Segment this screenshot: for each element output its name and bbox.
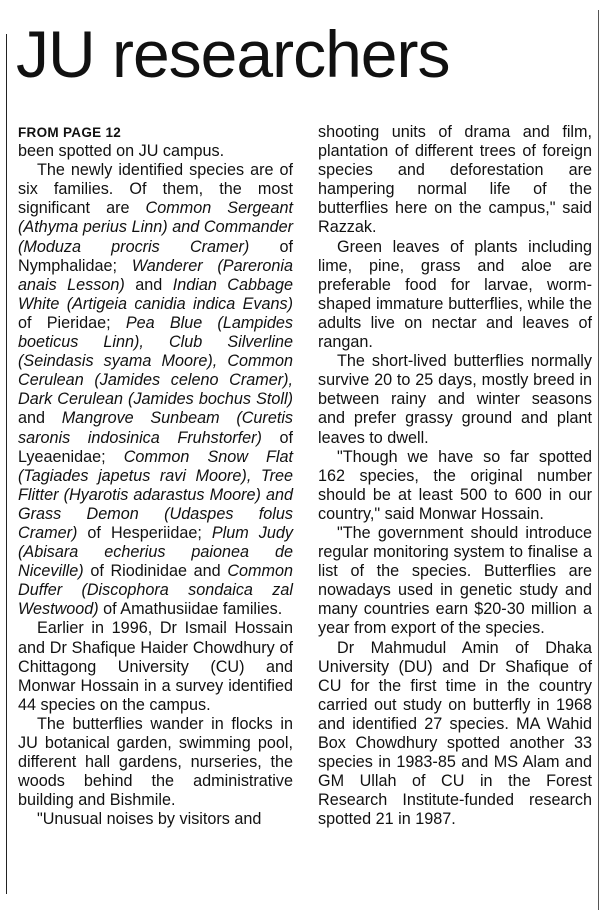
species-name-italic: Common Snow Flat (Tagiades japetus ravi Moore), Tree Flitter (Hyarotis adarastus Moore) and Grass Demon (Udaspes folus Cramer)	[18, 447, 294, 542]
species-name-italic: Common Duffer (Discophora sondaica zal Westwood)	[18, 562, 293, 619]
right-column	[318, 123, 592, 829]
right-edge-rule	[598, 10, 599, 910]
species-text: The newly identified species are of six families. Of them, the most significant are	[18, 161, 293, 218]
left-column	[18, 123, 293, 829]
right-paragraph-5: "The government should introduce regular monitoring system to finalise a list of the species. Butterflies are nowadays used in genetic study and many countries earn $20-30 million a year from export of the species.	[318, 523, 592, 638]
right-paragraph-1: shooting units of drama and film, plantation of different trees of foreign species and deforestation are hampering normal life of the butterflies here on the campus," said Razzak.	[318, 123, 592, 237]
species-paragraph	[18, 161, 293, 619]
left-paragraph-3: Earlier in 1996, Dr Ismail Hossain and Dr Shafique Haider Chowdhury of Chittagong University (CU) and Monwar Hossain in a survey identified 44 species on the campus.	[18, 619, 293, 714]
right-paragraph-2: Green leaves of plants including lime, pine, grass and aloe are preferable food for larvae, worm-shaped immature butterflies, while the adults live on nectar and leaves of rangan.	[318, 237, 592, 352]
species-text: of Riodinidae and	[83, 562, 228, 581]
species-name-italic: Pea Blue (Lampides boeticus Linn), Club Silverline (Seindasis syama Moore), Common Cerulean (Jamides celeno Cramer), Dark Cerulean (Jamides bochus Stoll)	[18, 313, 294, 409]
species-name-italic: Wanderer (Pareronia anais Lesson)	[18, 256, 293, 294]
species-text: of Nymphalidae;	[18, 237, 293, 275]
species-name-italic: Mangrove Sunbeam (Curetis saronis indosinica Fruhstorfer)	[18, 409, 294, 447]
left-paragraph-1: been spotted on JU campus.	[18, 142, 225, 161]
from-page-label: FROM PAGE 12	[18, 125, 122, 140]
left-paragraph-5: "Unusual noises by visitors and	[37, 810, 262, 829]
species-text: of Amathusiidae families.	[98, 600, 283, 619]
species-name-italic: Indian Cabbage White (Artigeia canidia indica Evans)	[18, 275, 293, 313]
species-name-italic: Plum Judy (Abisara echerius paionea de Niceville)	[18, 523, 293, 581]
species-text: of Lyeaenidae;	[18, 428, 293, 466]
species-name-italic: Common Sergeant (Athyma perius Linn) and Commander (Moduza procris Cramer)	[18, 199, 293, 256]
species-text: and	[18, 409, 62, 428]
right-paragraph-3: The short-lived butterflies normally survive 20 to 25 days, mostly breed in between rainy and winter seasons and prefer grassy ground and plant leaves to dwell.	[318, 352, 592, 447]
left-column-rule	[6, 34, 7, 894]
left-paragraph-4: The butterflies wander in flocks in JU botanical garden, swimming pool, different hall gardens, nurseries, the woods behind the administrative building and Bishmile.	[18, 714, 293, 810]
right-paragraph-4: "Though we have so far spotted 162 species, the original number should be at least 500 to 600 in our country," said Monwar Hossain.	[318, 447, 592, 523]
headline: JU researchers	[16, 17, 450, 91]
species-text: and	[124, 275, 173, 294]
right-paragraph-6: Dr Mahmudul Amin of Dhaka University (DU) and Dr Shafique of CU for the first time in the country carried out study on butterfly in 1968 and identified 27 species. MA Wahid Box Chowdhury spotted another 33 species in 1983-85 and MS Alam and GM Ullah of CU in the Forest Research Institute-funded research spotted 21 in 1987.	[318, 638, 592, 829]
species-text: of Hesperiidae;	[77, 523, 212, 542]
species-text: of Pieridae;	[18, 313, 126, 332]
